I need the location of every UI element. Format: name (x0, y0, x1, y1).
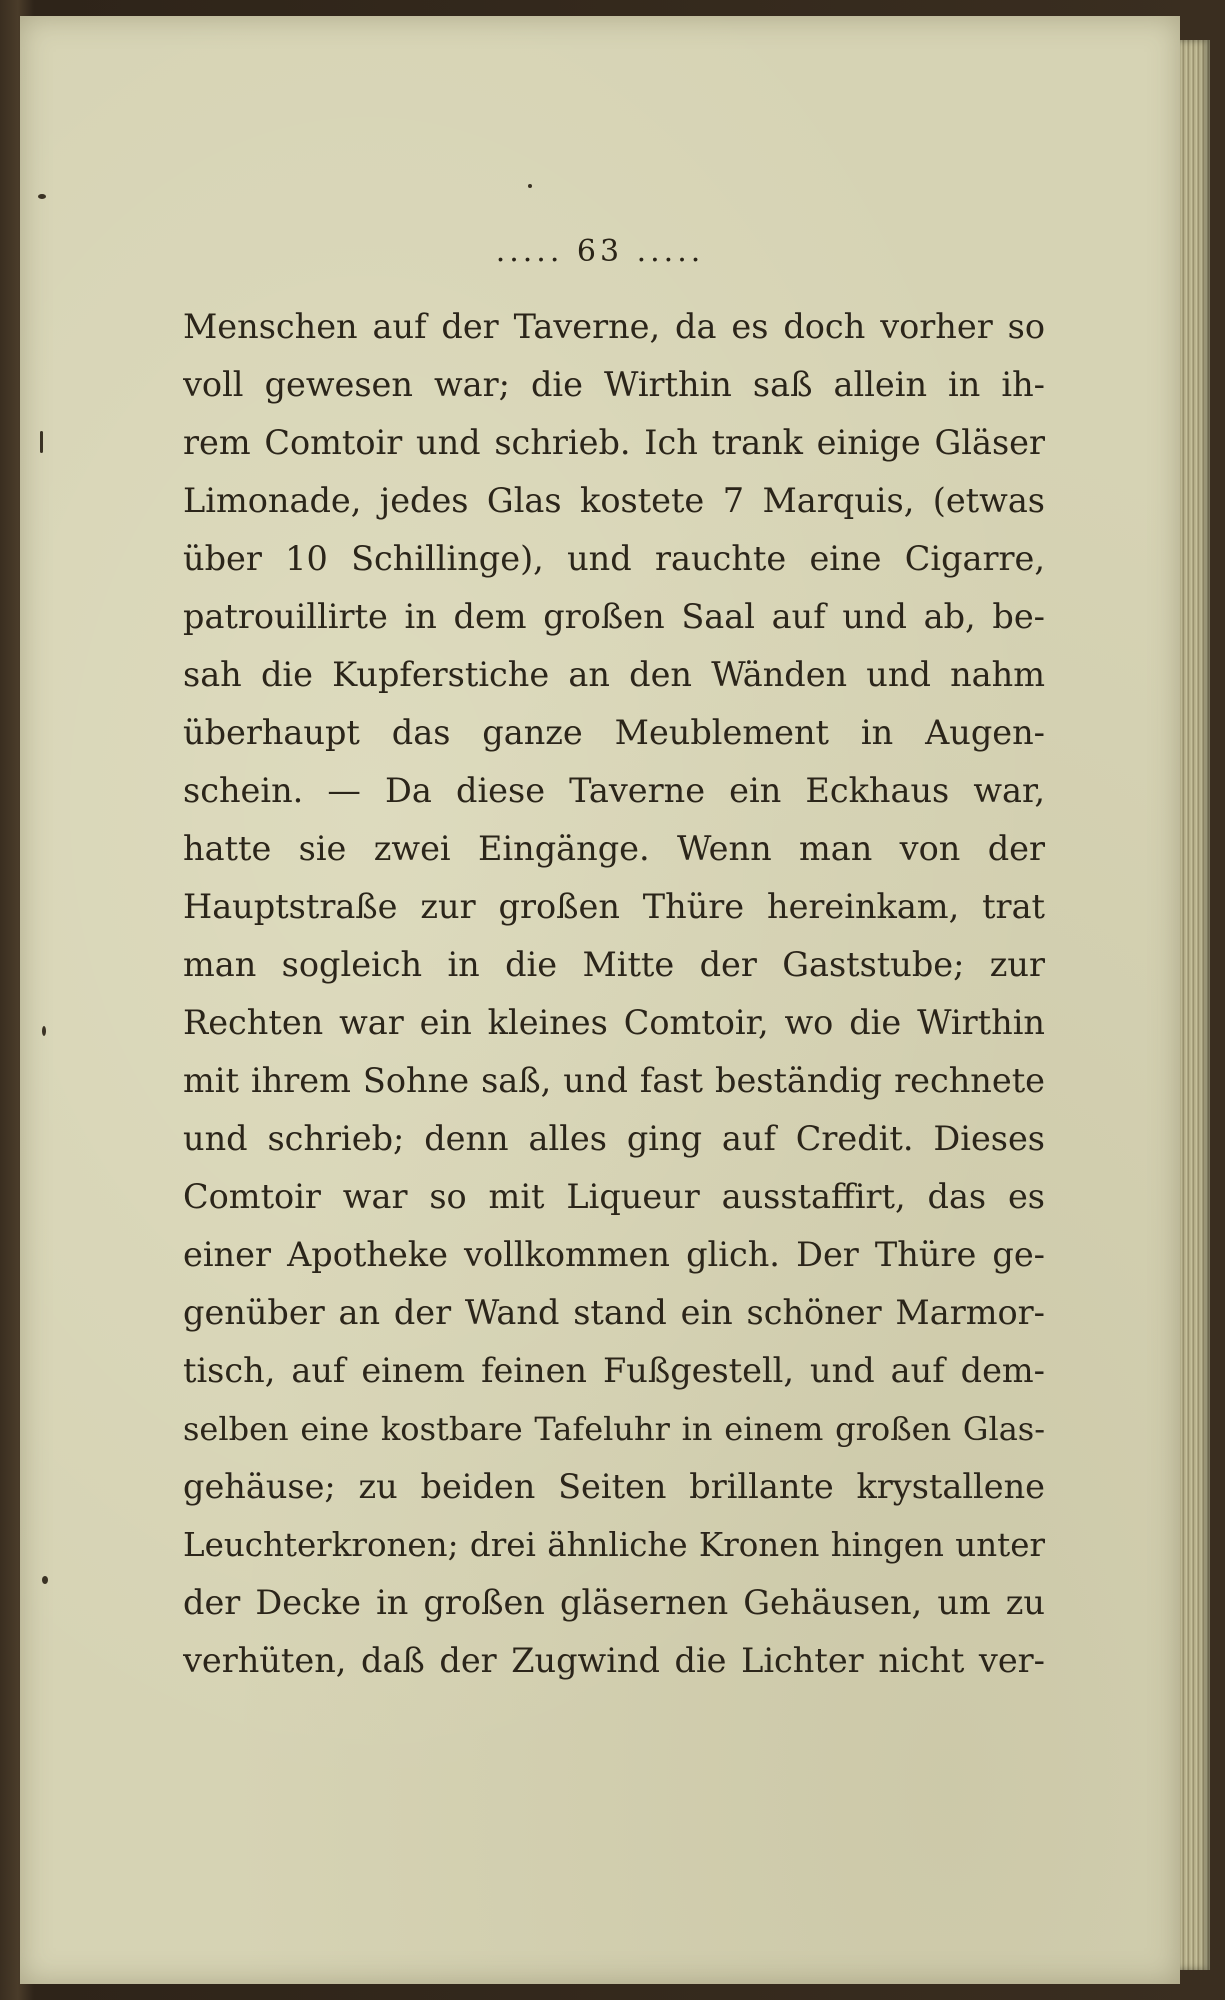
text-line: verhüten, daß der Zugwind die Lichter nicht ver- (183, 1641, 1045, 1680)
text-line: überhaupt das ganze Meublement in Augen- (183, 713, 1045, 752)
text-line: der Decke in großen gläsernen Gehäusen, um zu (183, 1583, 1045, 1622)
text-line: sah die Kupferstiche an den Wänden und nahm (183, 655, 1045, 694)
paper-speck (528, 184, 532, 188)
text-line: selben eine kostbare Tafeluhr in einem großen Glas- (183, 1410, 1045, 1448)
paper-speck (42, 1576, 48, 1584)
text-line: Hauptstraße zur großen Thüre hereinkam, trat (183, 887, 1045, 926)
page-edges (1180, 40, 1210, 1970)
text-line: über 10 Schillinge), und rauchte eine Cigarre, (183, 539, 1045, 578)
book-page (20, 16, 1180, 1984)
text-line: und schrieb; denn alles ging auf Credit. Dieses (183, 1119, 1045, 1158)
text-line: Menschen auf der Taverne, da es doch vorher so (183, 307, 1045, 346)
page-number-header: ..... 63 ..... (495, 234, 705, 269)
text-line: patrouillirte in dem großen Saal auf und ab, be- (183, 597, 1045, 636)
paper-speck (38, 194, 46, 199)
paper-speck (42, 1026, 46, 1036)
body-text (183, 298, 1045, 1690)
text-line: hatte sie zwei Eingänge. Wenn man von der (183, 829, 1045, 868)
text-line: rem Comtoir und schrieb. Ich trank einige Gläser (183, 423, 1045, 462)
text-line: Rechten war ein kleines Comtoir, wo die Wirthin (183, 1003, 1045, 1042)
text-line: gehäuse; zu beiden Seiten brillante krystallene (183, 1467, 1045, 1506)
text-line: genüber an der Wand stand ein schöner Marmor- (183, 1293, 1045, 1332)
text-line: mit ihrem Sohne saß, und fast beständig rechnete (183, 1061, 1045, 1100)
text-line: Comtoir war so mit Liqueur ausstaffirt, das es (183, 1177, 1045, 1216)
text-line: Leuchterkronen; drei ähnliche Kronen hingen unter (183, 1526, 1045, 1564)
text-line: tisch, auf einem feinen Fußgestell, und auf dem- (183, 1351, 1045, 1390)
text-line: einer Apotheke vollkommen glich. Der Thüre ge- (183, 1235, 1045, 1274)
text-line: voll gewesen war; die Wirthin saß allein in ih- (183, 365, 1045, 404)
text-line: schein. — Da diese Taverne ein Eckhaus war, (183, 771, 1045, 810)
text-line: Limonade, jedes Glas kostete 7 Marquis, (etwas (183, 481, 1045, 520)
paper-speck (40, 431, 43, 453)
text-line: man sogleich in die Mitte der Gaststube; zur (183, 945, 1045, 984)
